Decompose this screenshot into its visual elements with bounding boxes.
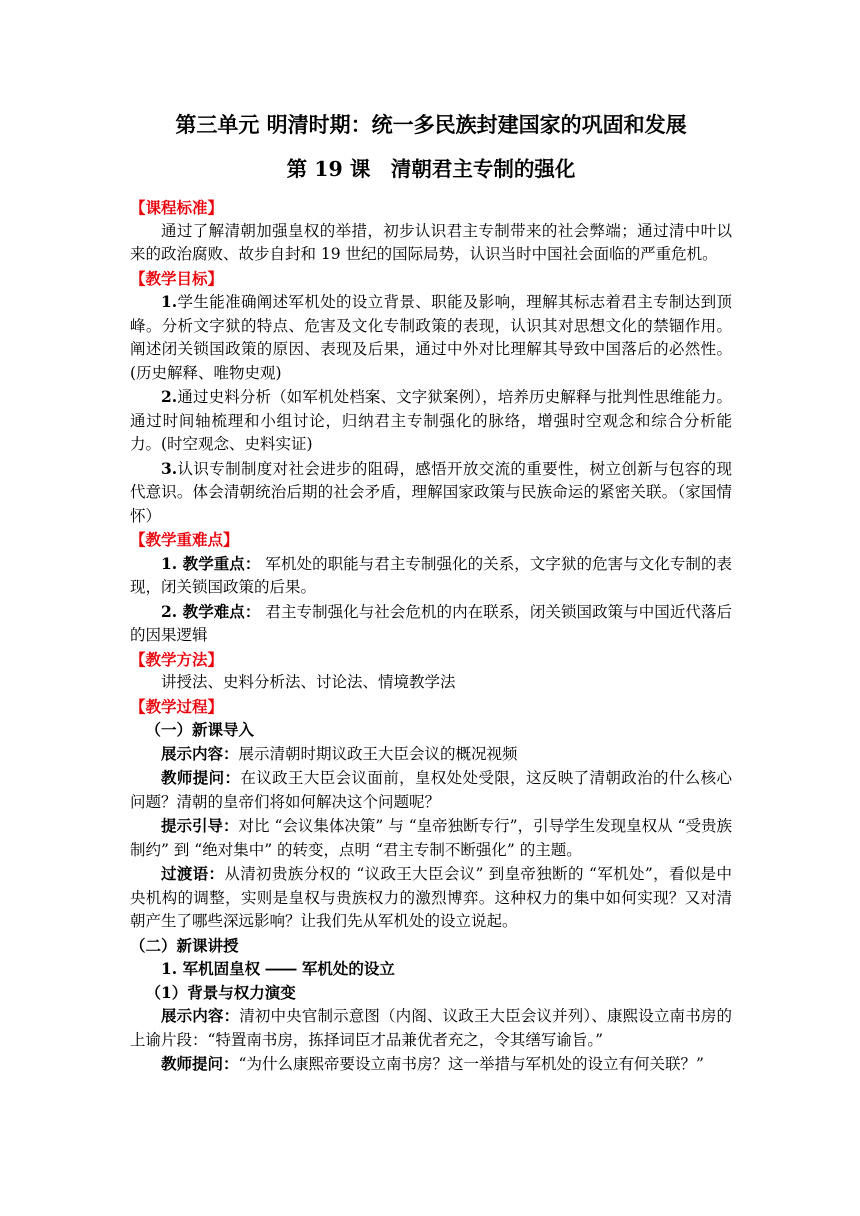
intro-question (130, 766, 732, 814)
keypoint-text: 君主专制强化与社会危机的内在联系，闭关锁国政策与中国近代落后的因果逻辑 (130, 602, 733, 644)
background-question-text: “为什么康熙帝要设立南书房？这一举措与军机处的设立有何关联？” (238, 1055, 704, 1073)
intro-show-text: 展示清朝时期议政王大臣会议的概况视频 (238, 744, 518, 763)
intro-transition (130, 862, 732, 934)
intro-show-label: 展示内容： (161, 743, 239, 763)
methods-text: 讲授法、史料分析法、讨论法、情境教学法 (161, 673, 456, 691)
goal-text: 通过史料分析（如军机处档案、文字狱案例），培养历史解释与批判性思维能力。通过时间轴梳理和小组讨论，归纳君主专制强化的脉络，增强时空观念和综合分析能力。(时空观念、史料实证) (130, 388, 732, 453)
intro-guide (130, 814, 732, 862)
section-heading-keypoints: 【教学重难点】 (130, 530, 239, 549)
background-show (130, 1004, 732, 1052)
background-show-label: 展示内容： (161, 1006, 240, 1025)
intro-guide-label: 提示引导： (161, 816, 239, 835)
goal-item (130, 457, 732, 529)
intro-show (130, 742, 732, 767)
keypoint-item (130, 600, 732, 648)
section-heading-methods: 【教学方法】 (130, 649, 224, 669)
goal-item (130, 290, 732, 385)
standard-text: 通过了解清朝加强皇权的举措，初步认识君主专制带来的社会弊端；通过清中叶以来的政治腐败、故步自封和 19 世纪的国际局势，认识当时中国社会面临的严重危机。 (130, 221, 732, 263)
background-show-text: 清初中央官制示意图（内阁、议政王大臣会议并列）、康熙设立南书房的上谕片段：“特置南书房，拣择词臣才品兼优者充之，令其缮写谕旨。” (130, 1007, 732, 1049)
intro-transition-text: 从清初贵族分权的 “议政王大臣会议” 到皇帝独断的 “军机处”，看似是中央机构的调整，实则是皇权与贵族权力的激烈博弈。这种权力的集中如何实现？又对清朝产生了哪些深远影响？让我们先从军机处的设立说起。 (130, 865, 732, 930)
intro-guide-text: 对比 “会议集体决策” 与 “皇帝独断专行”，引导学生发现皇权从 “受贵族制约” 到 “绝对集中” 的转变，点明 “君主专制不断强化” 的主题。 (130, 817, 732, 859)
section-heading-process: 【教学过程】 (130, 696, 224, 716)
goal-number: 3. (161, 458, 178, 478)
goal-text: 学生能准确阐述军机处的设立背景、职能及影响，理解其标志着君主专制达到顶峰。分析文字狱的特点、危害及文化专制政策的表现，认识其对思想文化的禁锢作用。阐述闭关锁国政策的原因、表现及后果，通过中外对比理解其导致中国落后的必然性。(历史解释、唯物史观) (130, 293, 732, 382)
goal-number: 2. (161, 387, 178, 406)
intro-question-label: 教师提问： (161, 768, 241, 787)
keypoint-item (130, 552, 732, 600)
intro-transition-label: 过渡语： (161, 864, 225, 883)
sub1a-heading: （1）背景与权力演变 (145, 982, 296, 1002)
part2-heading: （二）新课讲授 (130, 935, 239, 955)
goal-text: 认识专制制度对社会进步的阻碍，感悟开放交流的重要性，树立创新与包容的现代意识。体会清朝统治后期的社会矛盾，理解国家政策与民族命运的紧密关联。（家国情怀） (130, 459, 732, 525)
section-heading-goals: 【教学目标】 (130, 268, 224, 288)
background-question (130, 1052, 732, 1077)
keypoint-label: 2. 教学难点： (161, 601, 261, 621)
goal-number: 1. (161, 292, 178, 311)
intro-question-text: 在议政王大臣会议面前，皇权处处受限，这反映了清朝政治的什么核心问题？清朝的皇帝们将如何解决这个问题呢？ (130, 769, 732, 811)
section-heading-standard: 【课程标准】 (130, 198, 224, 217)
lesson-title: 第 19 课 清朝君主专制的强化 (286, 157, 576, 181)
keypoint-text: 军机处的职能与君主专制强化的关系，文字狱的危害与文化专制的表现，闭关锁国政策的后果。 (130, 554, 733, 596)
part1-heading: （一）新课导入 (145, 720, 255, 739)
background-question-label: 教师提问： (161, 1054, 239, 1073)
keypoint-label: 1. 教学重点： (161, 553, 261, 573)
unit-title: 第三单元 明清时期：统一多民族封建国家的巩固和发展 (175, 112, 687, 137)
sub1-heading: 1. 军机固皇权 ―― 军机处的设立 (161, 959, 395, 978)
goal-item (130, 385, 732, 457)
